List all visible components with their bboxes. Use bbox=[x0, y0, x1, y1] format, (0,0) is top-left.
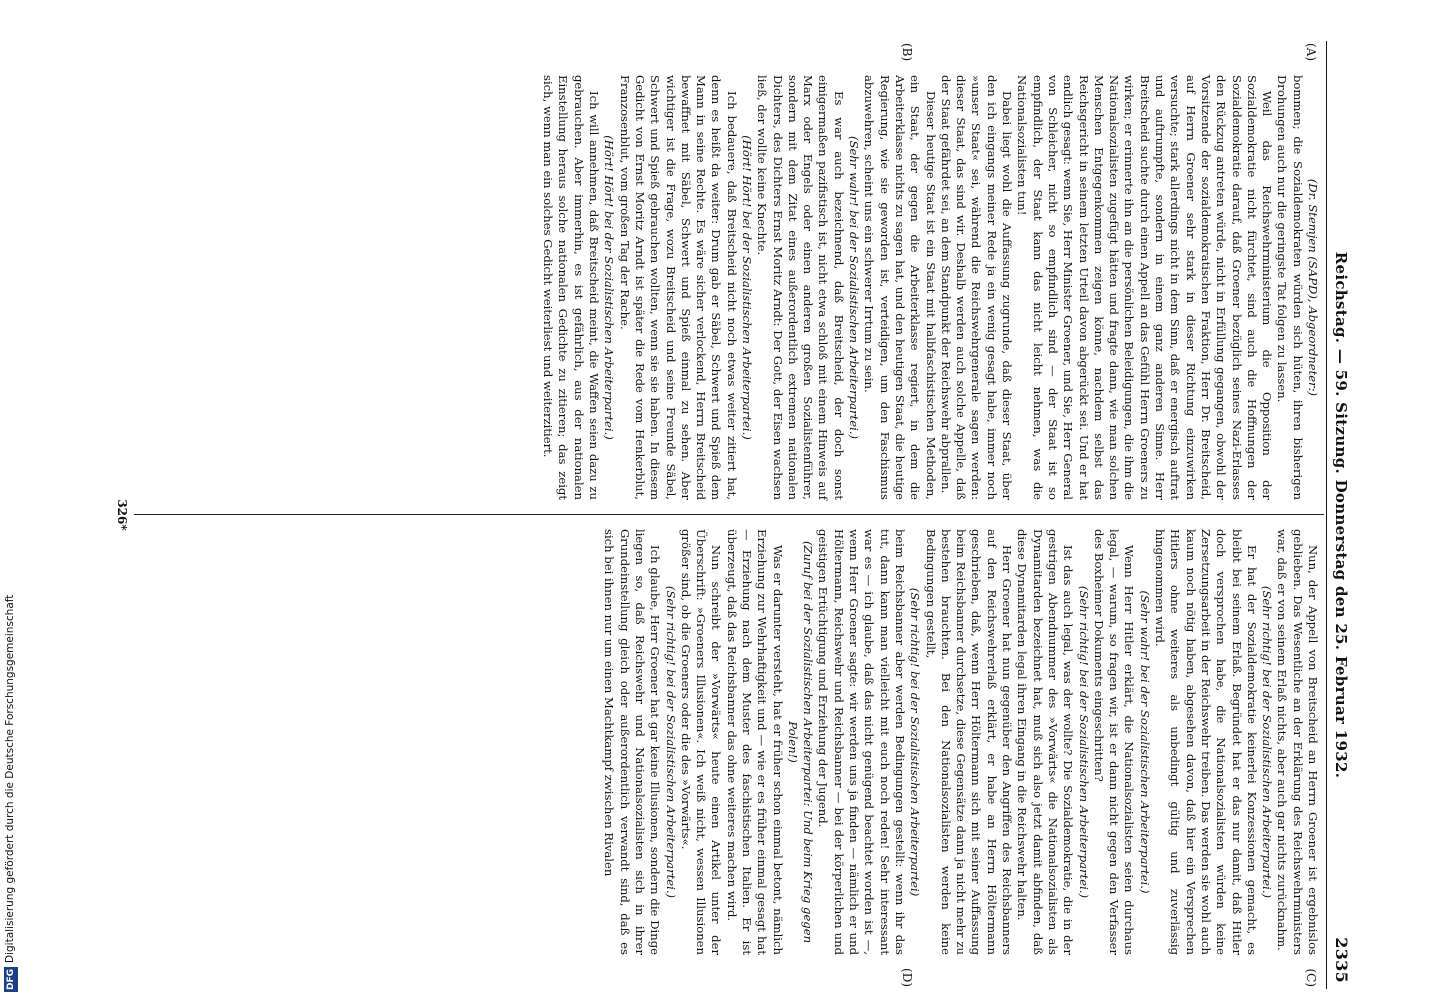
interjection: (Sehr richtig! bei der Sozialistischen Arbeiterpartei.) bbox=[1076, 585, 1091, 899]
margin-mark-a: (A) bbox=[1304, 43, 1318, 62]
interjection: (Sehr richtig! bei der Sozialistischen Arbeiterpartei.) bbox=[1260, 585, 1275, 899]
margin-mark-b: (B) bbox=[900, 43, 914, 62]
page-header bbox=[1326, 41, 1353, 989]
dfg-logo: DFG bbox=[6, 968, 16, 990]
paragraph: Nun schreibt der »Vorwärts« heute einen Artikel unter der Überschrift: »Groeners Illusionen«. Ich weiß nicht, wessen Illusionen größer sind, ob die Groeners oder die des »Vorwärts«. bbox=[678, 529, 724, 955]
interjection: (Hört! Hört! bei der Sozialistischen Arbeiterpartei.) bbox=[602, 135, 617, 440]
paragraph: Dieser heutige Staat ist ein Staat mit halbfaschistischen Methoden, ein Staat, der gegen die Arbeiterklasse regiert, in dem die Arbeiterklasse nichts zu sagen hat, und den heutigen Staat, die heutige Regierung, wie sie geworden ist, verteidigen, um den Faschismus abzuwehren, scheint uns ein schwerer Irrtum zu sein. bbox=[862, 75, 938, 500]
left-column bbox=[134, 41, 1324, 515]
paragraph: Es war auch bezeichnend, daß Breitscheid, der doch sonst einigermaßen pazifistisch ist, nicht etwa schloß mit einem Hinweis auf Marx oder Engels oder einen anderen großen Sozialistenführer, sondern mit dem Zitat eines außerordentlich extremen nationalen Dichters, des Dichters Ernst Moritz Arndt: Der Gott, der Eisen wachsen ließ, der wollte keine Knechte. bbox=[755, 75, 846, 500]
digitization-credit bbox=[3, 52, 18, 992]
paragraph: Nun, der Appell von Breitscheid an Herrn Groener ist ergebnislos geblieben. Das Wesentliche an der Erklärung des Reichswehrministers war, daß er von seinem Erlaß nichts, aber auch gar nichts zurücknahm. bbox=[1275, 529, 1320, 955]
interjection: (Zuruf bei der Sozialistischen Arbeiterpartei: Und beim Krieg gegen Polen!) bbox=[785, 540, 816, 944]
right-column bbox=[134, 515, 1324, 989]
paragraph: Ich will annehmen, daß Breitscheid meint, die Waffen seien dazu zu gebrauchen. Aber immerhin, es ist gefährlich, aus der nationalen Einstellung heraus solche nationalen Gedichte zu zitieren; das zeigt sich, wenn man ein solches Gedicht weiterliest und weiterzitiert. bbox=[541, 75, 602, 500]
paragraph: Weil das Reichswehrministerium die Opposition der Sozialdemokratie nicht fürchtet, sind auch die Hoffnungen der Sozialdemokratie darauf, daß Groener bezüglich seines Nazi-Erlasses den Rückzug antreten würde, nicht in Erfüllung gegangen, obwohl der Vorsitzende der sozialdemokratischen Fraktion, Herr Dr. Breitscheid, auf Herrn Groener sehr stark in dieser Richtung einzuwirken versuchte; stark allerdings nicht in dem Sinn, daß er energisch auftrat und auftrumpfte, sondern in einem ganz anderen Sinne. Herr Breitscheid suchte durch einen Appell an das Gefühl Herrn Groeners zu wirken; er erinnerte ihn an die persönlichen Beleidigungen, die ihm die Nationalsozialisten zugefügt hätten und fragte dann, wie man solchen Menschen Entgegenkommen zeigen könne, nachdem selbst das Reichsgericht in seinem letzten Urteil davon abgerückt sei. Und er hat endlich gesagt: wenn Sie, Herr Minister Groener, und Sie, Herr General von Schleicher, nicht so empfindlich sind — der Staat ist so empfindlich, der Staat kann das nicht leicht nehmen, was die Nationalsozialisten tun! bbox=[1015, 75, 1275, 500]
paragraph: Herr Groener hat nun gegenüber den Angriffen des Reichsbanners auf den Reichswehrerlaß erklärt, er habe an Herrn Höltermann geschrieben, daß, wenn Herr Höltermann sich mit seiner Auffassung beim Reichsbanner durchsetze, diese Gegensätze dann ja nicht mehr zu bestehen brauchten. Bei den Nationalsozialisten werden keine Bedingungen gestellt, bbox=[923, 529, 1015, 955]
sheet-signature: 326* bbox=[115, 499, 129, 531]
paragraph: Er hat der Sozialdemokratie keinerlei Konzessionen gemacht, es bleibt bei seinem Erlaß. Begründet hat er das nur damit, daß Hitler doch versprochen habe, die Nationalsozialisten würden keine Zersetzungsarbeit in der Reichswehr treiben. Das werden sie wohl auch kaum noch nötig haben, abgesehen davon, daß hier ein Versprechen Hitlers ohne weiteres als unbedingt gültig und zuverlässig hingenommen wird. bbox=[1153, 529, 1259, 955]
paragraph: Ich bedauere, daß Breitscheid nicht noch etwas weiter zitiert hat, denn es heißt da weiter: Drum gab er Säbel, Schwert und Spieß dem Mann in seine Rechte. Es wäre sicher verlockend, Herrn Breitscheid bewaffnet mit Säbel, Schwert und Spieß einmal zu sehen. Aber wichtiger ist die Frage, wozu Breitscheid und seine Freunde Säbel, Schwert und Spieß gebrauchen wollten, wenn sie sie haben. In diesem Gedicht von Ernst Moritz Arndt ist später die Rede vom Henkerblut, Franzosenblut, vom großen Tag der Rache. bbox=[617, 75, 739, 500]
paragraph: Dabei liegt wohl die Auffassung zugrunde, daß dieser Staat, über den ich eingangs meiner Rede ja ein wenig gesagt habe, immer noch »unser Staat« sei, während die Reichswehrgenerale sagen werden: dieser Staat, das sind wir. Deshalb werden auch solche Appelle, daß der Staat gefährdet sei, an dem Standpunkt der Reichswehr abprallen. bbox=[938, 75, 1015, 500]
running-title: Reichstag. — 59. Sitzung. Donnerstag den 25. Februar 1932. bbox=[1332, 251, 1350, 779]
document-page bbox=[97, 35, 1357, 995]
paragraph: beim Reichsbanner aber werden Bedingungen gestellt: wenn ihr das tut, dann kann man vielleicht mit euch noch reden! Sehr interessant war es — ich glaube, daß das nicht genügend beachtet worden ist —, wenn Herr Groener sagte: wir werden uns ja finden — nämlich er und Höltermann, Reichswehr und Reichsbanner — bei der körperlichen und geistigen Ertüchtigung und Erziehung der Jugend. bbox=[816, 529, 907, 955]
text-columns bbox=[134, 41, 1324, 989]
margin-mark-c: (C) bbox=[1304, 968, 1318, 987]
interjection: (Hört! Hört! bei der Sozialistischen Arbeiterpartei.) bbox=[740, 135, 755, 440]
paragraph: Ist das auch legal, was der wollte? Die Sozialdemokratie, die in der gestrigen Abendnummer des »Vorwärts« die Nationalsozialisten als Dynamitarden bezeichnet hat, muß sich also jetzt damit abfinden, daß diese Dynamitarden legal ihren Eingang in die Reichswehr halten. bbox=[1015, 529, 1076, 955]
margin-mark-d: (D) bbox=[900, 968, 914, 987]
paragraph: Was er darunter versteht, hat er früher schon einmal betont, nämlich Erziehung zur Wehrhaftigkeit und — wie er es früher einmal gesagt hat — Erziehung nach dem Muster des faschistischen Italien. Er ist überzeugt, daß das Reichsbanner das ohne weiteres machen wird. bbox=[724, 529, 785, 955]
speaker-line: (Dr. Stemjen (SAPD), Abgeordneter:) bbox=[1306, 178, 1320, 397]
interjection: (Sehr wahr! bei der Sozialistischen Arbeiterpartei.) bbox=[847, 136, 862, 439]
paragraph: Wenn Herr Hitler erklärt, die Nationalsozialisten seien durchaus legal, — warum, so fragen wir, ist er dann nicht gegen den Verfasser des Boxheimer Dokuments eingeschritten? bbox=[1091, 529, 1137, 955]
interjection: (Sehr richtig! bei der Sozialistischen Arbeiterpartei) bbox=[908, 587, 923, 897]
paragraph: bommen; die Sozialdemokraten würden sich hüten, ihren bisherigen Drohungen auch nur die geringste Tat folgen zu lassen. bbox=[1275, 75, 1305, 500]
interjection: (Sehr wahr! bei der Sozialistischen Arbeiterpartei.) bbox=[1137, 590, 1152, 894]
page-number: 2335 bbox=[1332, 937, 1351, 983]
digitization-sidebar bbox=[0, 0, 22, 1000]
paragraph: Ich glaube, Herr Groener hat gar keine Illusionen, sondern die Dinge liegen so, daß Reichswehr und Nationalsozialisten sich in ihrer Grundeinstellung gleich oder außerordentlich verwandt sind, daß es sich bei ihnen nur um einen Machtkampf zwischen Rivalen bbox=[602, 529, 663, 955]
credit-text: Digitalisierung gefördert durch die Deutsche Forschungsgemeinschaft bbox=[4, 594, 16, 963]
interjection: (Sehr richtig! bei der Sozialistischen Arbeiterpartei.) bbox=[663, 585, 678, 899]
